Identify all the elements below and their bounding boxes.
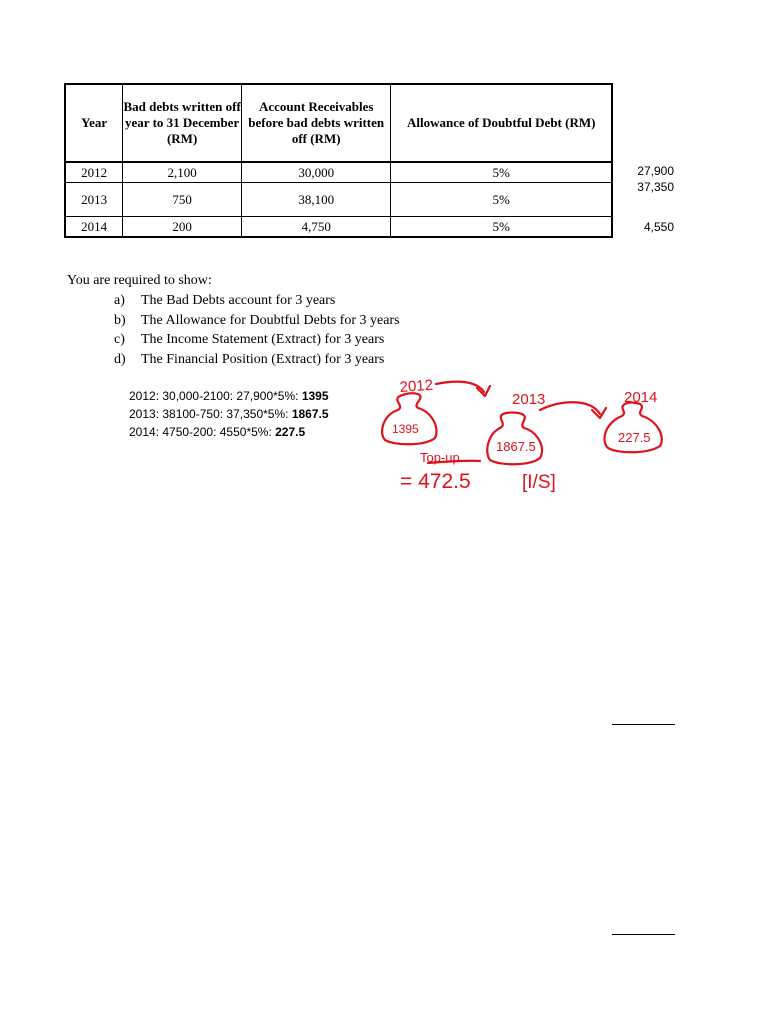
cell-year: 2014 (65, 217, 123, 238)
task-text: The Income Statement (Extract) for 3 years (141, 332, 385, 347)
task-marker: d) (114, 352, 126, 367)
header-account-receivables: Account Receivables before bad debts written off (RM) (241, 84, 391, 162)
cell-bad-debts: 200 (123, 217, 242, 238)
cell-bad-debts: 2,100 (123, 162, 242, 183)
calculation-result: 1395 (301, 389, 329, 403)
cell-allowance: 5% (391, 183, 612, 217)
topup-label: Top-up (420, 450, 460, 465)
task-marker: b) (114, 313, 126, 328)
pot-2014-value: 227.5 (618, 430, 651, 445)
task-text: The Bad Debts account for 3 years (141, 293, 336, 308)
pot-2013-value: 1867.5 (496, 439, 536, 454)
task-marker: c) (114, 332, 125, 347)
header-bad-debts: Bad debts written off year to 31 December (RM) (123, 84, 242, 162)
pot-2012-outline (382, 393, 436, 444)
arrow-2012-to-2013 (436, 382, 484, 392)
total-underline (612, 934, 675, 935)
side-value-2013: 37,350 (637, 180, 674, 194)
cell-receivables: 30,000 (241, 162, 391, 183)
cell-year: 2012 (65, 162, 123, 183)
pot-2012-value: 1395 (392, 422, 419, 436)
topup-value: = 472.5 (400, 470, 471, 493)
header-year: Year (65, 84, 123, 162)
calculation-expression: 2014: 4750-200: 4550*5%: (129, 425, 276, 439)
cell-allowance: 5% (391, 217, 612, 238)
cell-receivables: 4,750 (241, 217, 391, 238)
calculation-result: 227.5 (275, 425, 306, 439)
cell-receivables: 38,100 (241, 183, 391, 217)
cell-year: 2013 (65, 183, 123, 217)
side-value-2014: 4,550 (643, 220, 674, 234)
handwritten-year-2012: 2012 (399, 376, 434, 396)
header-allowance: Allowance of Doubtful Debt (RM) (391, 84, 612, 162)
calculation-expression: 2013: 38100-750: 37,350*5%: (129, 407, 292, 421)
topup-tag: [I/S] (522, 472, 556, 493)
side-value-2012: 27,900 (637, 164, 674, 178)
task-marker: a) (114, 293, 125, 308)
cell-allowance: 5% (391, 162, 612, 183)
calculation-result: 1867.5 (291, 407, 329, 421)
instructions-intro: You are required to show: (67, 273, 212, 288)
arrow-2013-to-2014 (540, 402, 600, 414)
task-text: The Allowance for Doubtful Debts for 3 years (141, 313, 400, 328)
calculation-expression: 2012: 30,000-2100: 27,900*5%: (129, 389, 302, 403)
cell-bad-debts: 750 (123, 183, 242, 217)
task-text: The Financial Position (Extract) for 3 years (141, 352, 385, 367)
handwritten-year-2013: 2013 (512, 391, 546, 408)
handwritten-year-2014: 2014 (624, 389, 658, 406)
total-underline (612, 724, 675, 725)
